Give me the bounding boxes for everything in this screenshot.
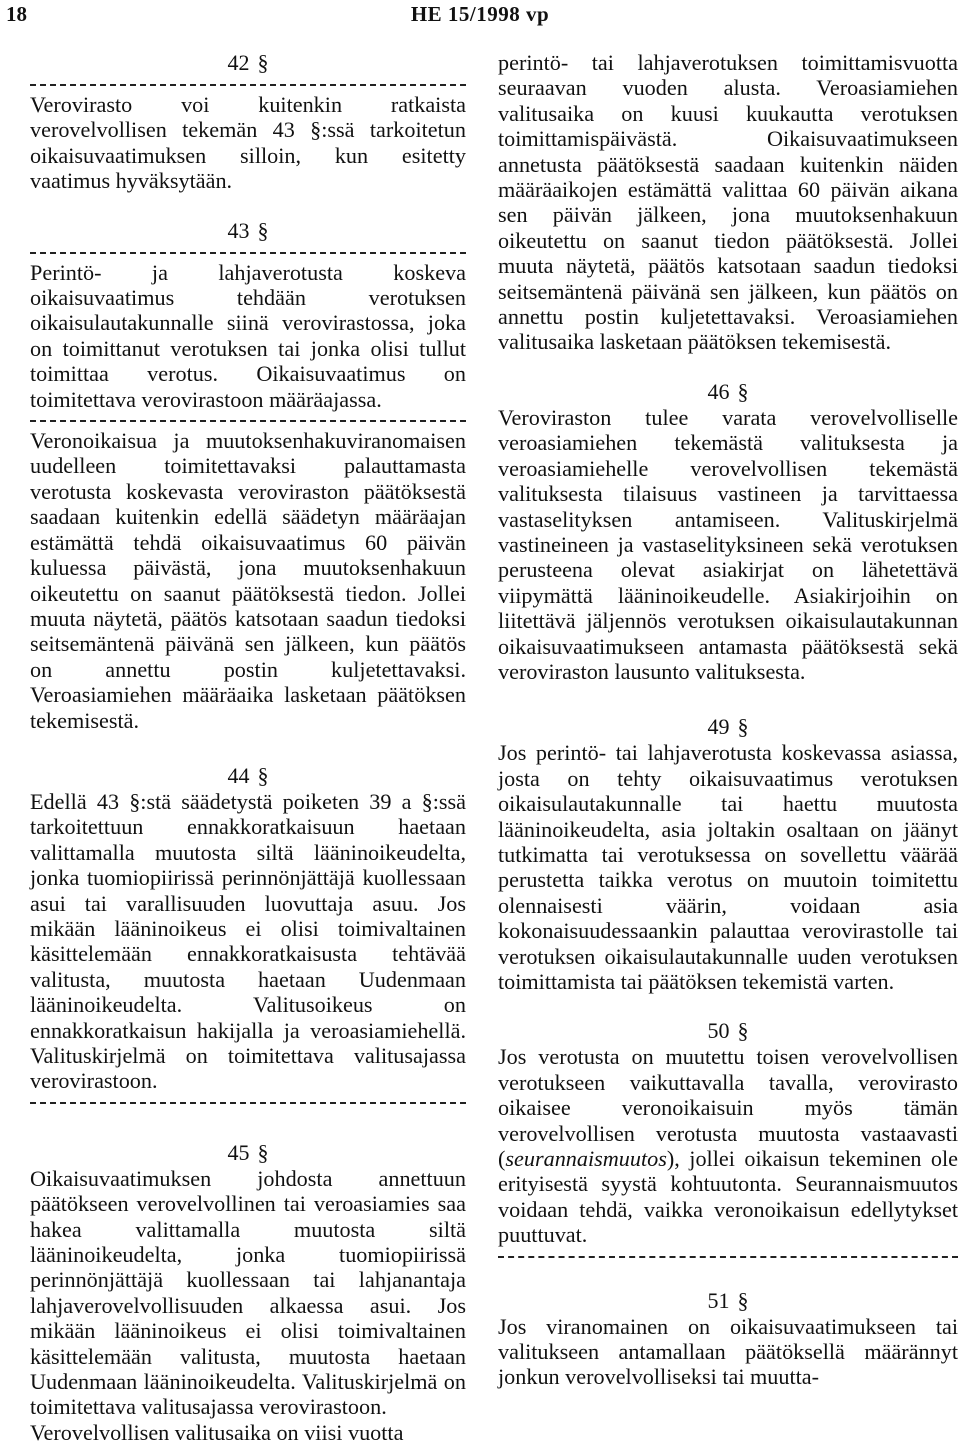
right-column: [498, 50, 958, 1390]
section-symbol: §: [257, 762, 269, 788]
section-43-paragraph-2: Veronoikaisua ja muutoksenhakuviranomaisen uudelleen toimitettavaksi palauttamasta verotusta koskevasta veroviraston päätöksestä saadaan kuitenkin edellä säädetyn määräajan estämättä tehdä oikaisuvaatimus 60 päivän kuluessa päivästä, jona muutoksenhakuun oikeutettu on saanut päätöksestä tiedon. Jollei muuta näytetä, päätös katsotaan saadun tiedoksi seitsemäntenä päivänä sen jälkeen, kun päätös on annettu postin kuljetettavaksi. Veroasiamiehen määräaika lasketaan päätöksen tekemisestä.: [30, 428, 466, 733]
section-51-text: Jos viranomainen on oikaisuvaatimukseen tai valitukseen antamallaan päätöksellä määrännyt jonkun verovelvolliseksi tai muutta-: [498, 1313, 958, 1390]
section-44-heading: [30, 763, 466, 789]
section-42-heading: [30, 50, 466, 76]
section-number: 51: [707, 1287, 730, 1313]
section-symbol: §: [737, 378, 749, 404]
section-43-heading: [30, 218, 466, 244]
page-header: [0, 0, 960, 40]
section-44-text: Edellä 43 §:stä säädetystä poiketen 39 a §:ssä tarkoitettuun ennakkoratkaisuun haetaan valittamalla muutosta siltä lääninoikeudelta, jonka tuomiopiirissä perinnönjättäjä kuollessaan asui tai varallisuuden luovuttaja asuu. Jos mikään lääninoikeus ei olisi toimivaltainen käsittelemään ennakkoratkaisusta tehtävää valitusta, muutosta haetaan Uudenmaan lääninoikeudelta. Valitusoikeus on ennakkoratkaisun hakijalla ja veroasiamiehellä. Valituskirjelmä on toimitettava valitusajassa verovirastoon.: [30, 788, 466, 1094]
section-symbol: §: [257, 217, 269, 243]
section-45-heading: [30, 1140, 466, 1166]
section-42-text: Verovirasto voi kuitenkin ratkaista verovelvollisen tekemän 43 §:ssä tarkoitetun oikaisuvaatimuksen silloin, kun esitetty vaatimus hyväksytään.: [30, 92, 466, 194]
omission-divider: [30, 420, 466, 422]
section-46-text: Veroviraston tulee varata verovelvolliselle veroasiamiehen tekemästä valituksesta ja veroasiamiehelle verovelvollisen tekemästä valituksesta tilaisuus vastineen ja tarvittaessa vastaselityksen antamiseen. Valituskirjelmä vastineineen ja vastaselityksineen sekä verotuksen perusteena olevat asiakirjat on lähetettävä viipymättä lääninoikeudelle. Asiakirjoihin on liitettävä jäljennös verotuksen oikaisulautakunnan oikaisuvaatimukseen antamasta päätöksestä sekä veroviraston lausunto valituksesta.: [498, 404, 958, 684]
section-49-text: Jos perintö- tai lahjaverotusta koskevassa asiassa, josta on tehty oikaisuvaatimus verotuksen oikaisulautakunnalle tai haettu muutosta lääninoikeudelta, asia joltakin osaltaan on jäänyt tutkimatta tai verotuksessa on sovellettu väärää perustetta taikka verotus on muutoin toimitettu olennaisesti väärin, voidaan asia kokonaisuudessaankin palauttaa verovirastolle tai verotuksen oikaisulautakunnalle uuden verotuksen toimittamista tai päätöksen tekemistä varten.: [498, 740, 958, 994]
section-symbol: §: [737, 1018, 749, 1044]
section-50-text-start: Jos verotusta on muutettu toisen verovelvollisen verotukseen vaikuttavalla tavalla, verovirasto oikaisee veronoikaisuin myös tämän verovelvollisen verotusta muutosta vastaavasti (: [498, 1044, 958, 1172]
omission-divider: [498, 1256, 958, 1258]
omission-divider: [30, 252, 466, 254]
page-number: 18: [6, 2, 27, 26]
section-51-heading: [498, 1288, 958, 1314]
section-symbol: §: [737, 1287, 749, 1313]
section-symbol: §: [257, 1139, 269, 1165]
section-50-text-end: ), jollei oikaisun tekeminen ole erityisestä syystä kohtuutonta. Seurannaismuutos voidaan tehdä, vaikka veronoikaisun edellytykset puuttuvat.: [498, 1146, 958, 1248]
section-number: 45: [227, 1139, 250, 1165]
journal-id: HE 15/1998 vp: [410, 2, 550, 26]
defined-term: seurannaismuutos: [505, 1146, 667, 1172]
section-45-paragraph-1: Oikaisuvaatimuksen johdosta annettuun päätökseen verovelvollinen tai veroasiamies saa hakea valittamalla muutosta siltä lääninoikeudelta, jonka tuomiopiirissä perinnönjättäjä kuollessaan tai lahjanantaja lahjaverovelvollisuuden alkaessa asui. Jos mikään lääninoikeus ei olisi toimivaltainen käsittelemään valitusta, muutosta haetaan Uudenmaan lääninoikeudelta. Valituskirjelmä on toimitettava valitusajassa verovirastoon.: [30, 1165, 466, 1420]
section-symbol: §: [737, 714, 749, 740]
section-46-heading: [498, 379, 958, 405]
section-50-text: [498, 1044, 958, 1247]
section-symbol: §: [257, 50, 269, 75]
section-45-paragraph-2: Verovelvollisen valitusaika on viisi vuotta: [30, 1419, 404, 1445]
section-number: 50: [707, 1018, 730, 1044]
section-43-paragraph-1: Perintö- ja lahjaverotusta koskeva oikaisuvaatimus tehdään verotuksen oikaisulautakunnalle siinä verovirastossa, joka on toimittanut verotuksen tai jonka olisi tullut toimittaa verotus. Oikaisuvaatimus on toimitettava verovirastoon määräajassa.: [30, 259, 466, 412]
section-number: 42: [227, 50, 250, 75]
continued-text: perintö- tai lahjaverotuksen toimittamisvuotta seuraavan vuoden alusta. Veroasiamiehen valitusaika on kuusi kuukautta verotuksen toimittamispäivästä. Oikaisuvaatimukseen annetusta päätöksestä saadaan kuitenkin näiden määräaikojen estämättä valittaa 60 päivän aikana sen päivän jälkeen, jona muutoksenhakuun oikeutettu on saanut tiedon päätöksestä. Jollei muuta näytetä, päätös katsotaan saadun tiedoksi seitsemäntenä päivänä sen jälkeen, kun päätös on annettu postin kuljetettavaksi. Veroasiamiehen valitusaika lasketaan päätöksen tekemisestä.: [498, 50, 958, 355]
omission-divider: [30, 1102, 466, 1104]
section-49-heading: [498, 714, 958, 740]
section-number: 49: [707, 714, 730, 740]
left-column: [30, 50, 466, 1445]
section-number: 43: [227, 217, 250, 243]
section-number: 44: [227, 762, 250, 788]
omission-divider: [30, 84, 466, 86]
section-50-heading: [498, 1018, 958, 1044]
section-number: 46: [707, 378, 730, 404]
